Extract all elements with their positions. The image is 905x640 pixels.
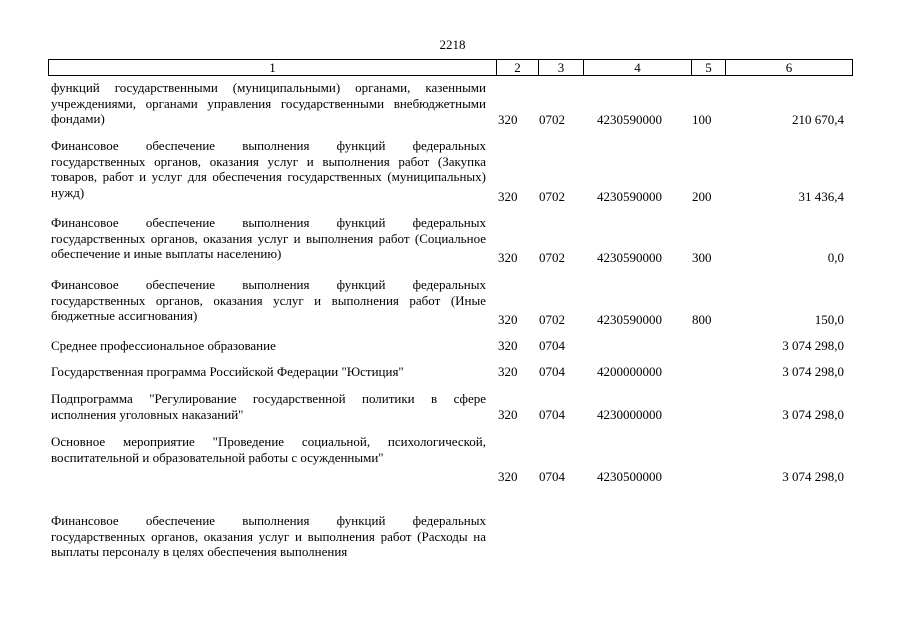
row-col-4: 4230590000 [597, 112, 662, 127]
row-col-3: 0702 [539, 189, 565, 204]
row-col-4: 4230590000 [597, 189, 662, 204]
row-description: Финансовое обеспечение выполнения функций федеральных государственных органов, оказания услуг и выполнения работ (Социальное обеспечение и иные выплаты населению) [51, 215, 486, 261]
header-col-2: 2 [497, 60, 539, 76]
row-col-6: 210 670,4 [792, 112, 844, 127]
row-col-2: 320 [498, 112, 518, 127]
row-col-6: 3 074 298,0 [782, 407, 844, 422]
row-col-3: 0704 [539, 364, 565, 379]
row-col-4: 4200000000 [597, 364, 662, 379]
row-col-3: 0702 [539, 250, 565, 265]
header-col-5: 5 [692, 60, 726, 76]
row-col-4: 4230590000 [597, 312, 662, 327]
row-col-6: 3 074 298,0 [782, 364, 844, 379]
row-description: Среднее профессиональное образование [51, 338, 276, 353]
row-col-3: 0702 [539, 112, 565, 127]
header-col-1: 1 [49, 60, 497, 76]
row-description: функций государственными (муниципальными) органами, казенными учреждениями, органами управления государственными внебюджетными фондами) [51, 80, 486, 126]
row-col-2: 320 [498, 469, 518, 484]
page-number: 2218 [439, 37, 466, 52]
row-description: Финансовое обеспечение выполнения функций федеральных государственных органов, оказания услуг и выполнения работ (Закупка товаров, работ и услуг для обеспечения государственных (муниципальных) нужд) [51, 138, 486, 200]
row-description: Основное мероприятие "Проведение социальной, психологической, воспитательной и образовательной работы с осужденными" [51, 434, 486, 465]
column-header-row [48, 59, 853, 76]
row-col-3: 0704 [539, 338, 565, 353]
row-description: Финансовое обеспечение выполнения функций федеральных государственных органов, оказания услуг и выполнения работ (Расходы на выплаты персоналу в целях обеспечения выполнения [51, 513, 486, 559]
row-description: Подпрограмма "Регулирование государственной политики в сфере исполнения уголовных наказаний" [51, 391, 486, 422]
row-description: Финансовое обеспечение выполнения функций федеральных государственных органов, оказания услуг и выполнения работ (Иные бюджетные ассигнования) [51, 277, 486, 323]
row-col-2: 320 [498, 364, 518, 379]
row-col-6: 150,0 [814, 312, 844, 327]
row-col-3: 0702 [539, 312, 565, 327]
row-col-5: 200 [692, 189, 712, 204]
row-col-4: 4230500000 [597, 469, 662, 484]
header-col-6: 6 [726, 60, 853, 76]
row-col-4: 4230000000 [597, 407, 662, 422]
row-col-6: 31 436,4 [798, 189, 844, 204]
row-col-5: 800 [692, 312, 712, 327]
row-col-5: 300 [692, 250, 712, 265]
row-col-3: 0704 [539, 407, 565, 422]
row-col-2: 320 [498, 407, 518, 422]
row-col-6: 3 074 298,0 [782, 469, 844, 484]
header-col-3: 3 [539, 60, 584, 76]
row-col-5: 100 [692, 112, 712, 127]
row-col-6: 0,0 [827, 250, 844, 265]
header-col-4: 4 [584, 60, 692, 76]
row-col-4: 4230590000 [597, 250, 662, 265]
row-col-3: 0704 [539, 469, 565, 484]
row-col-2: 320 [498, 312, 518, 327]
row-col-2: 320 [498, 338, 518, 353]
row-col-2: 320 [498, 189, 518, 204]
row-description: Государственная программа Российской Федерации "Юстиция" [51, 364, 404, 379]
row-col-6: 3 074 298,0 [782, 338, 844, 353]
row-col-2: 320 [498, 250, 518, 265]
